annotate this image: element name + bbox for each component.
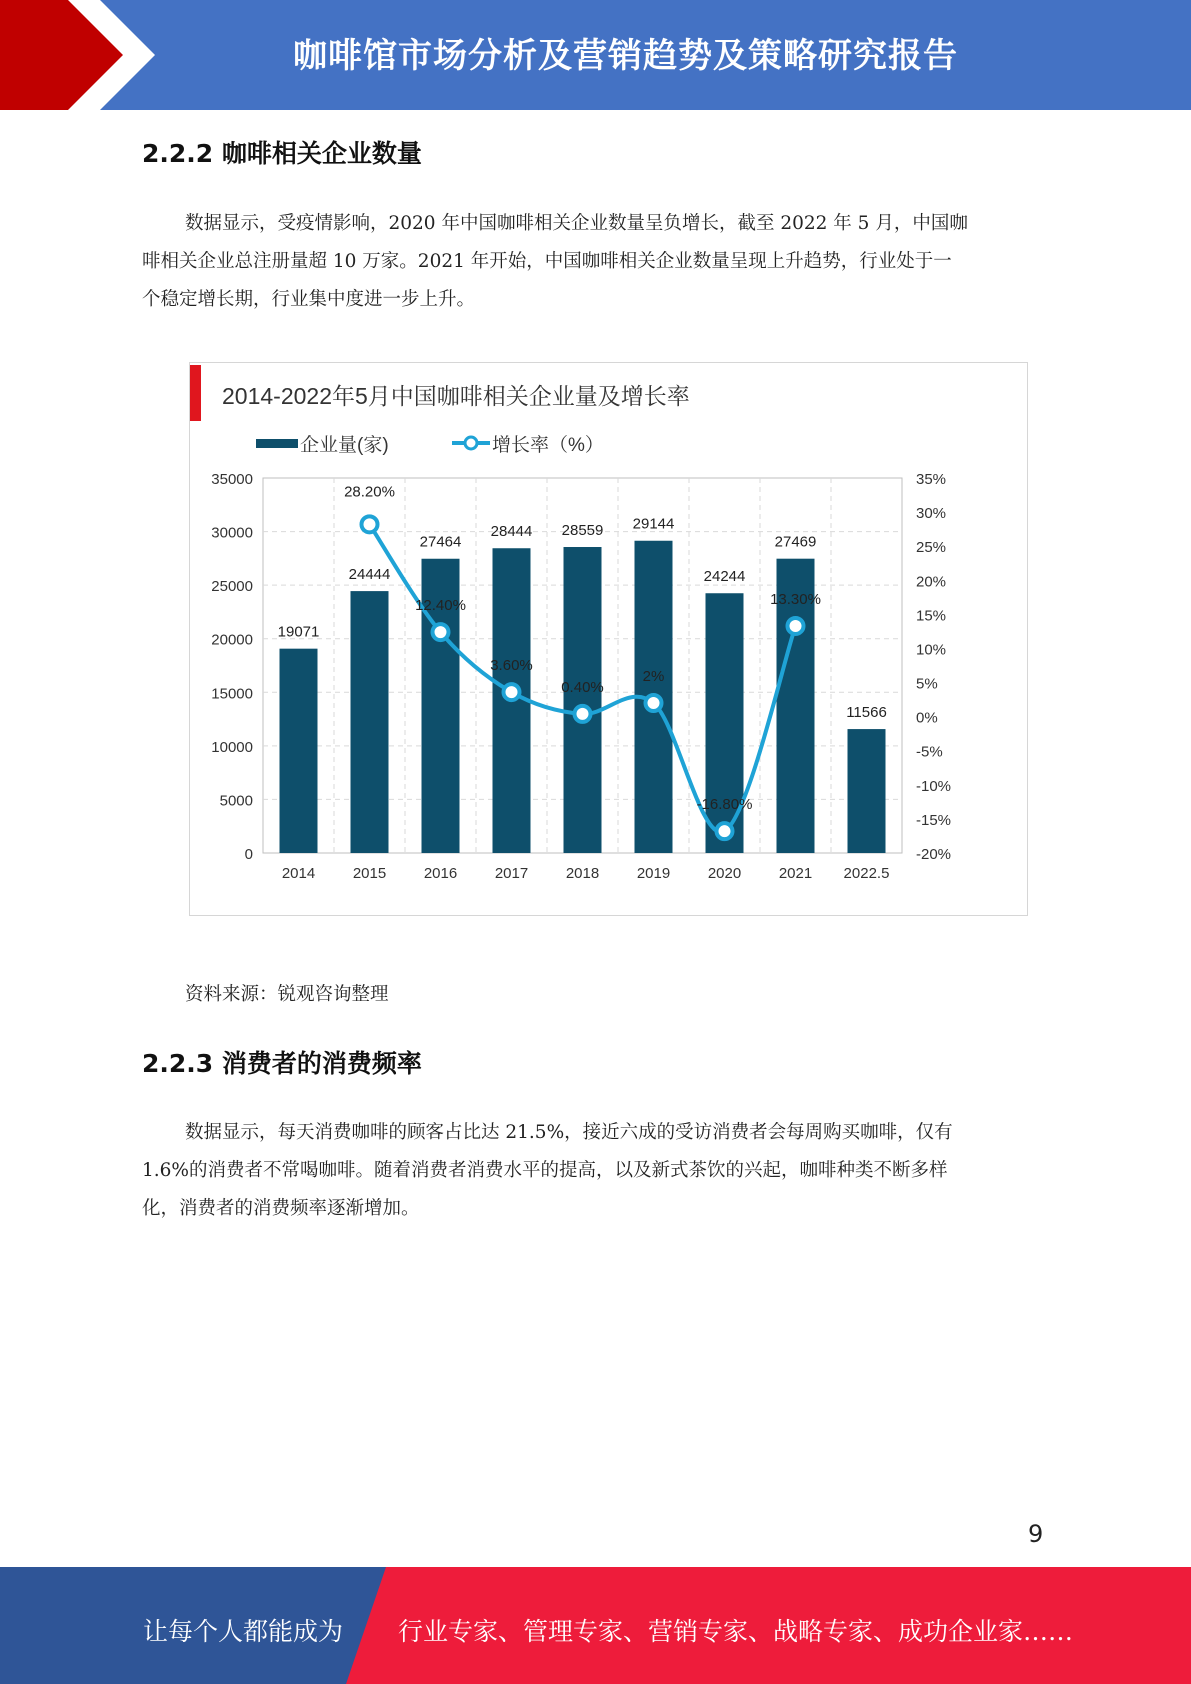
y-left-tick-label: 25000 bbox=[211, 578, 253, 596]
chart-title-accent-bar bbox=[190, 365, 201, 421]
y-left-tick-label: 35000 bbox=[211, 471, 253, 488]
growth-rate-label: 2% bbox=[642, 668, 665, 685]
growth-rate-label: 13.30% bbox=[770, 590, 821, 608]
bar-value-label: 29144 bbox=[632, 515, 675, 533]
y-left-tick-label: 30000 bbox=[211, 524, 253, 542]
growth-rate-point bbox=[788, 618, 804, 634]
bar-value-label: 24444 bbox=[348, 566, 391, 584]
y-right-tick-label: 30% bbox=[916, 505, 947, 523]
growth-rate-point bbox=[646, 695, 662, 711]
bar bbox=[351, 591, 389, 853]
legend-label-line: 增长率（%） bbox=[492, 435, 604, 456]
bar-value-label: 28559 bbox=[561, 522, 604, 540]
y-right-tick-label: 25% bbox=[916, 539, 947, 557]
x-tick-label: 2022.5 bbox=[843, 865, 890, 882]
growth-rate-label: 3.60% bbox=[490, 657, 533, 675]
bar bbox=[280, 649, 318, 853]
y-right-tick-label: 20% bbox=[916, 573, 947, 591]
growth-rate-point bbox=[575, 706, 591, 722]
legend-line-marker bbox=[465, 437, 477, 449]
footer-slogan-right: 行业专家、管理专家、营销专家、战略专家、成功企业家…… bbox=[398, 1617, 1074, 1646]
legend-bar-swatch bbox=[256, 439, 298, 448]
x-tick-label: 2014 bbox=[281, 865, 316, 882]
y-right-tick-label: -15% bbox=[916, 811, 952, 829]
y-right-tick-label: 10% bbox=[916, 641, 947, 659]
x-tick-label: 2019 bbox=[636, 865, 671, 882]
growth-rate-label: 0.40% bbox=[561, 678, 604, 696]
growth-rate-label: 12.40% bbox=[415, 597, 466, 615]
bar-value-label: 27469 bbox=[774, 533, 817, 551]
y-left-tick-label: 20000 bbox=[211, 631, 253, 649]
growth-rate-point bbox=[504, 684, 520, 700]
bar-value-label: 19071 bbox=[277, 623, 320, 641]
paragraph-enterprise-count bbox=[142, 205, 1046, 319]
paragraph-line: 数据显示，每天消费咖啡的顾客占比达 21.5%，接近六成的受访消费者会每周购买咖啡，仅有 bbox=[185, 1122, 953, 1143]
y-right-tick-label: -5% bbox=[916, 743, 943, 761]
x-tick-label: 2018 bbox=[565, 865, 600, 882]
page-number: 9 bbox=[1028, 1520, 1044, 1548]
legend-label-bars: 企业量(家) bbox=[300, 435, 389, 456]
growth-rate-label: 28.20% bbox=[344, 483, 395, 501]
growth-rate-point bbox=[433, 624, 449, 640]
enterprise-growth-chart bbox=[189, 362, 1028, 916]
report-header-banner bbox=[0, 0, 1191, 110]
plot-area bbox=[211, 471, 951, 882]
bar-value-label: 27464 bbox=[419, 533, 462, 551]
y-left-tick-label: 5000 bbox=[219, 792, 253, 810]
bar bbox=[564, 547, 602, 853]
footer-slogan-left: 让每个人都能成为 bbox=[143, 1617, 344, 1646]
footer-banner bbox=[0, 1567, 1191, 1684]
y-right-tick-label: 35% bbox=[916, 471, 947, 488]
growth-rate-point bbox=[717, 823, 733, 839]
y-right-tick-label: -10% bbox=[916, 777, 952, 795]
x-tick-label: 2021 bbox=[778, 865, 813, 882]
paragraph-consumption-frequency bbox=[142, 1114, 1046, 1228]
paragraph-line: 个稳定增长期，行业集中度进一步上升。 bbox=[142, 289, 476, 310]
paragraph-line: 啡相关企业总注册量超 10 万家。2021 年开始，中国咖啡相关企业数量呈现上升趋势，行业处于一 bbox=[142, 251, 952, 272]
bar-value-label: 28444 bbox=[490, 523, 533, 541]
chart-svg bbox=[190, 363, 1026, 914]
y-left-tick-label: 0 bbox=[244, 846, 253, 863]
x-tick-label: 2016 bbox=[423, 865, 458, 882]
paragraph-line: 化，消费者的消费频率逐渐增加。 bbox=[142, 1198, 420, 1219]
bar-value-label: 24244 bbox=[703, 568, 746, 586]
growth-rate-point bbox=[362, 516, 378, 532]
section-heading-enterprise-count: 2.2.2 咖啡相关企业数量 bbox=[142, 139, 422, 168]
y-right-tick-label: -20% bbox=[916, 846, 952, 863]
y-left-tick-label: 15000 bbox=[211, 685, 253, 703]
chart-source-note: 资料来源：锐观咨询整理 bbox=[185, 984, 389, 1005]
section-heading-consumption-frequency: 2.2.3 消费者的消费频率 bbox=[142, 1049, 422, 1078]
growth-rate-label: -16.80% bbox=[696, 796, 753, 814]
x-tick-label: 2015 bbox=[352, 865, 387, 882]
y-left-tick-label: 10000 bbox=[211, 738, 253, 756]
paragraph-line: 数据显示，受疫情影响，2020 年中国咖啡相关企业数量呈负增长，截至 2022 年 5 月，中国咖 bbox=[185, 213, 968, 234]
chart-title: 2014-2022年5月中国咖啡相关企业量及增长率 bbox=[222, 383, 690, 409]
paragraph-line: 1.6%的消费者不常喝咖啡。随着消费者消费水平的提高，以及新式茶饮的兴起，咖啡种类不断多样 bbox=[142, 1160, 948, 1181]
y-right-tick-label: 15% bbox=[916, 607, 947, 625]
y-right-tick-label: 5% bbox=[916, 675, 938, 693]
bar bbox=[848, 729, 886, 853]
report-title: 咖啡馆市场分析及营销趋势及策略研究报告 bbox=[293, 36, 958, 76]
bar-value-label: 11566 bbox=[846, 704, 887, 722]
x-tick-label: 2020 bbox=[707, 865, 742, 882]
x-tick-label: 2017 bbox=[494, 865, 529, 882]
y-right-tick-label: 0% bbox=[916, 709, 938, 727]
